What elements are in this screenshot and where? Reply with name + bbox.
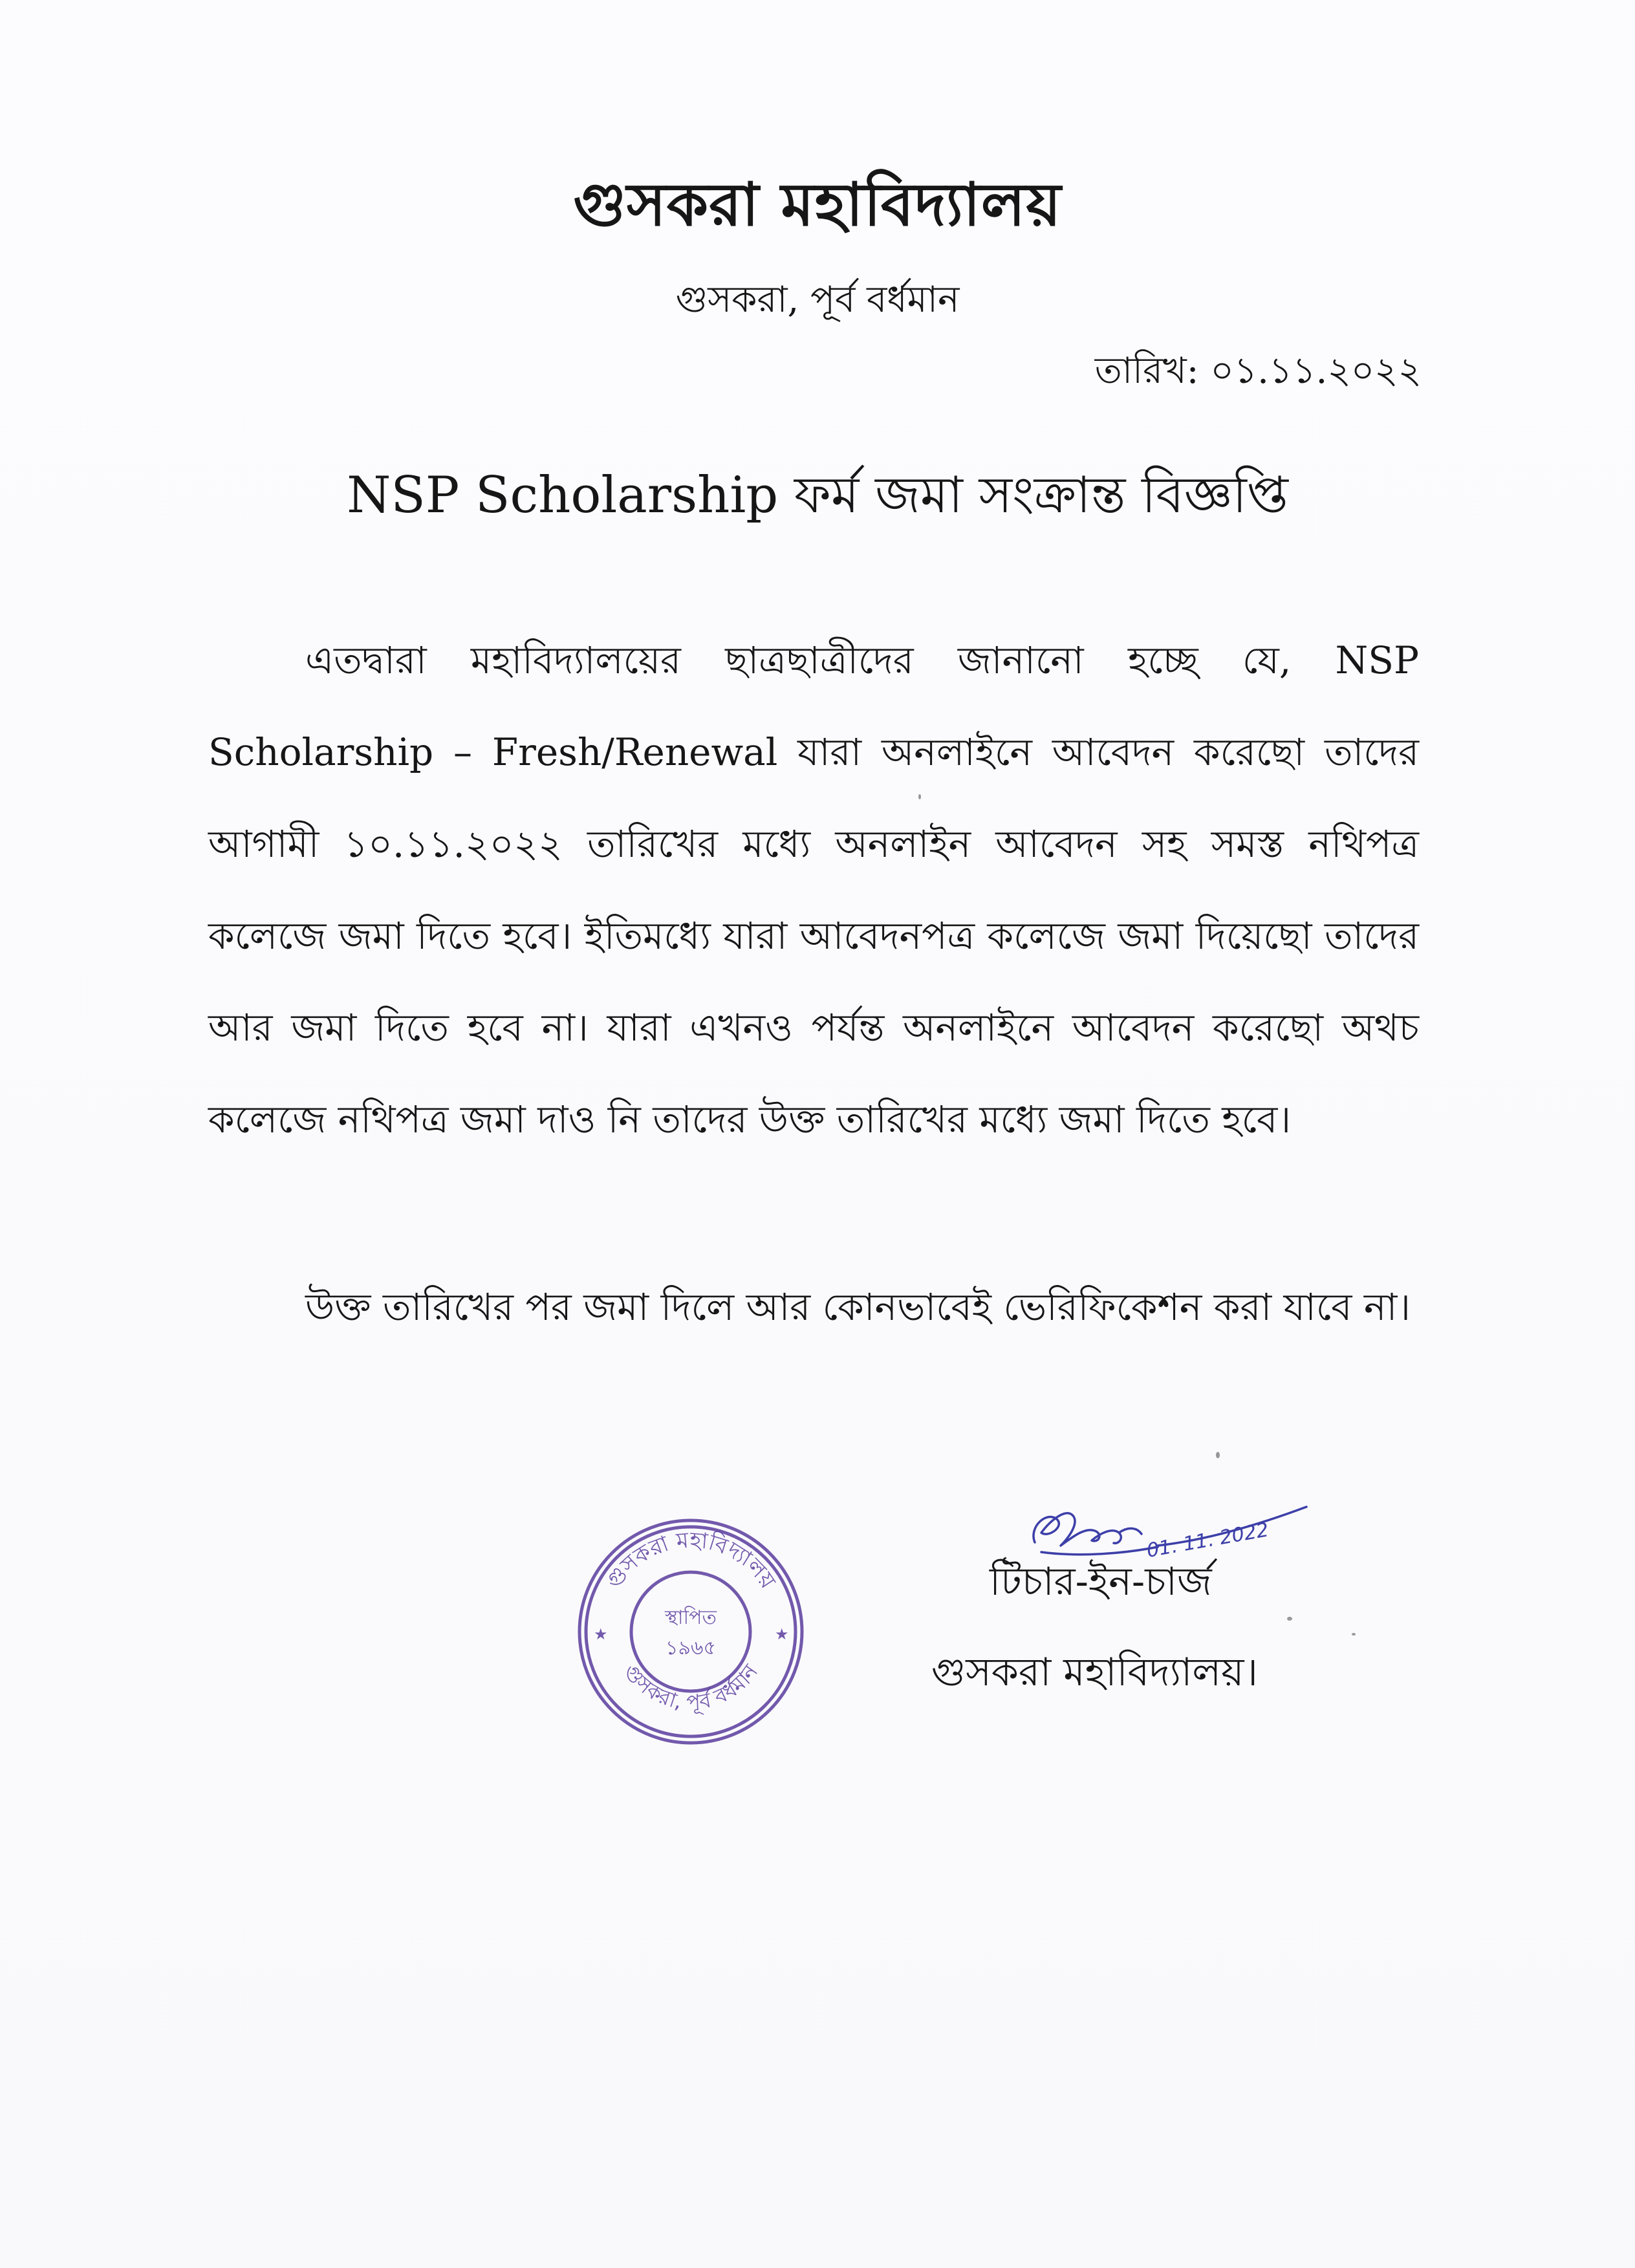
scan-speck <box>1216 1452 1220 1458</box>
scan-speck <box>918 794 921 799</box>
scan-speck <box>1352 1633 1356 1636</box>
seal-star-icon: ★ <box>594 1625 608 1643</box>
notice-heading: NSP Scholarship ফর্ম জমা সংক্রান্ত বিজ্ঞপ্তি <box>347 466 1288 524</box>
signatory-organization: গুসকরা মহাবিদ্যালয়। <box>931 1650 1258 1695</box>
seal-inner-top: স্থাপিত <box>664 1606 717 1629</box>
notice-paragraph-2: উক্ত তারিখের পর জমা দিলে আর কোনভাবেই ভেরিফিকেশন করা যাবে না। <box>305 1285 1411 1329</box>
scan-speck <box>1287 1617 1292 1621</box>
signature-date: 01. 11. 2022 <box>1145 1518 1271 1562</box>
notice-date: তারিখ: ০১.১১.২০২২ <box>1094 350 1422 392</box>
college-name: গুসকরা মহাবিদ্যালয় <box>573 169 1062 239</box>
college-location: গুসকরা, পূর্ব বর্ধমান <box>675 279 960 321</box>
seal-star-icon: ★ <box>775 1625 789 1643</box>
seal-outer-bottom: গুসকরা, পূর্ব বর্ধমান <box>618 1659 763 1715</box>
seal-inner-year: ১৯৬৫ <box>666 1637 716 1659</box>
seal-outer-top: গুসকরা মহাবিদ্যালয় <box>601 1527 781 1593</box>
college-seal <box>574 1515 807 1748</box>
notice-paragraph-1: এতদ্বারা মহাবিদ্যালয়ের ছাত্রছাত্রীদের জানানো হচ্ছে যে, NSP Scholarship – Fresh/Renewal যারা অনলাইনে আবেদন করেছো তাদের আগামী ১০.১১.২০২২ তারিখের মধ্যে অনলাইন আবেদন সহ সমস্ত নথিপত্র কলেজে জমা দিতে হবে। ইতিমধ্যে যারা আবেদনপত্র কলেজে জমা দিয়েছো তাদের আর জমা দিতে হবে না। যারা এখনও পর্যন্ত অনলাইনে আবেদন করেছো অথচ কলেজে নথিপত্র জমা দাও নি তাদের উক্ত তারিখের মধ্যে জমা দিতে হবে। <box>208 638 1419 1141</box>
svg-text:গুসকরা মহাবিদ্যালয় <box>601 1527 781 1593</box>
svg-text:গুসকরা, পূর্ব বর্ধমান <box>618 1659 763 1716</box>
signatory-title: টিচার-ইন-চার্জ <box>990 1559 1212 1604</box>
